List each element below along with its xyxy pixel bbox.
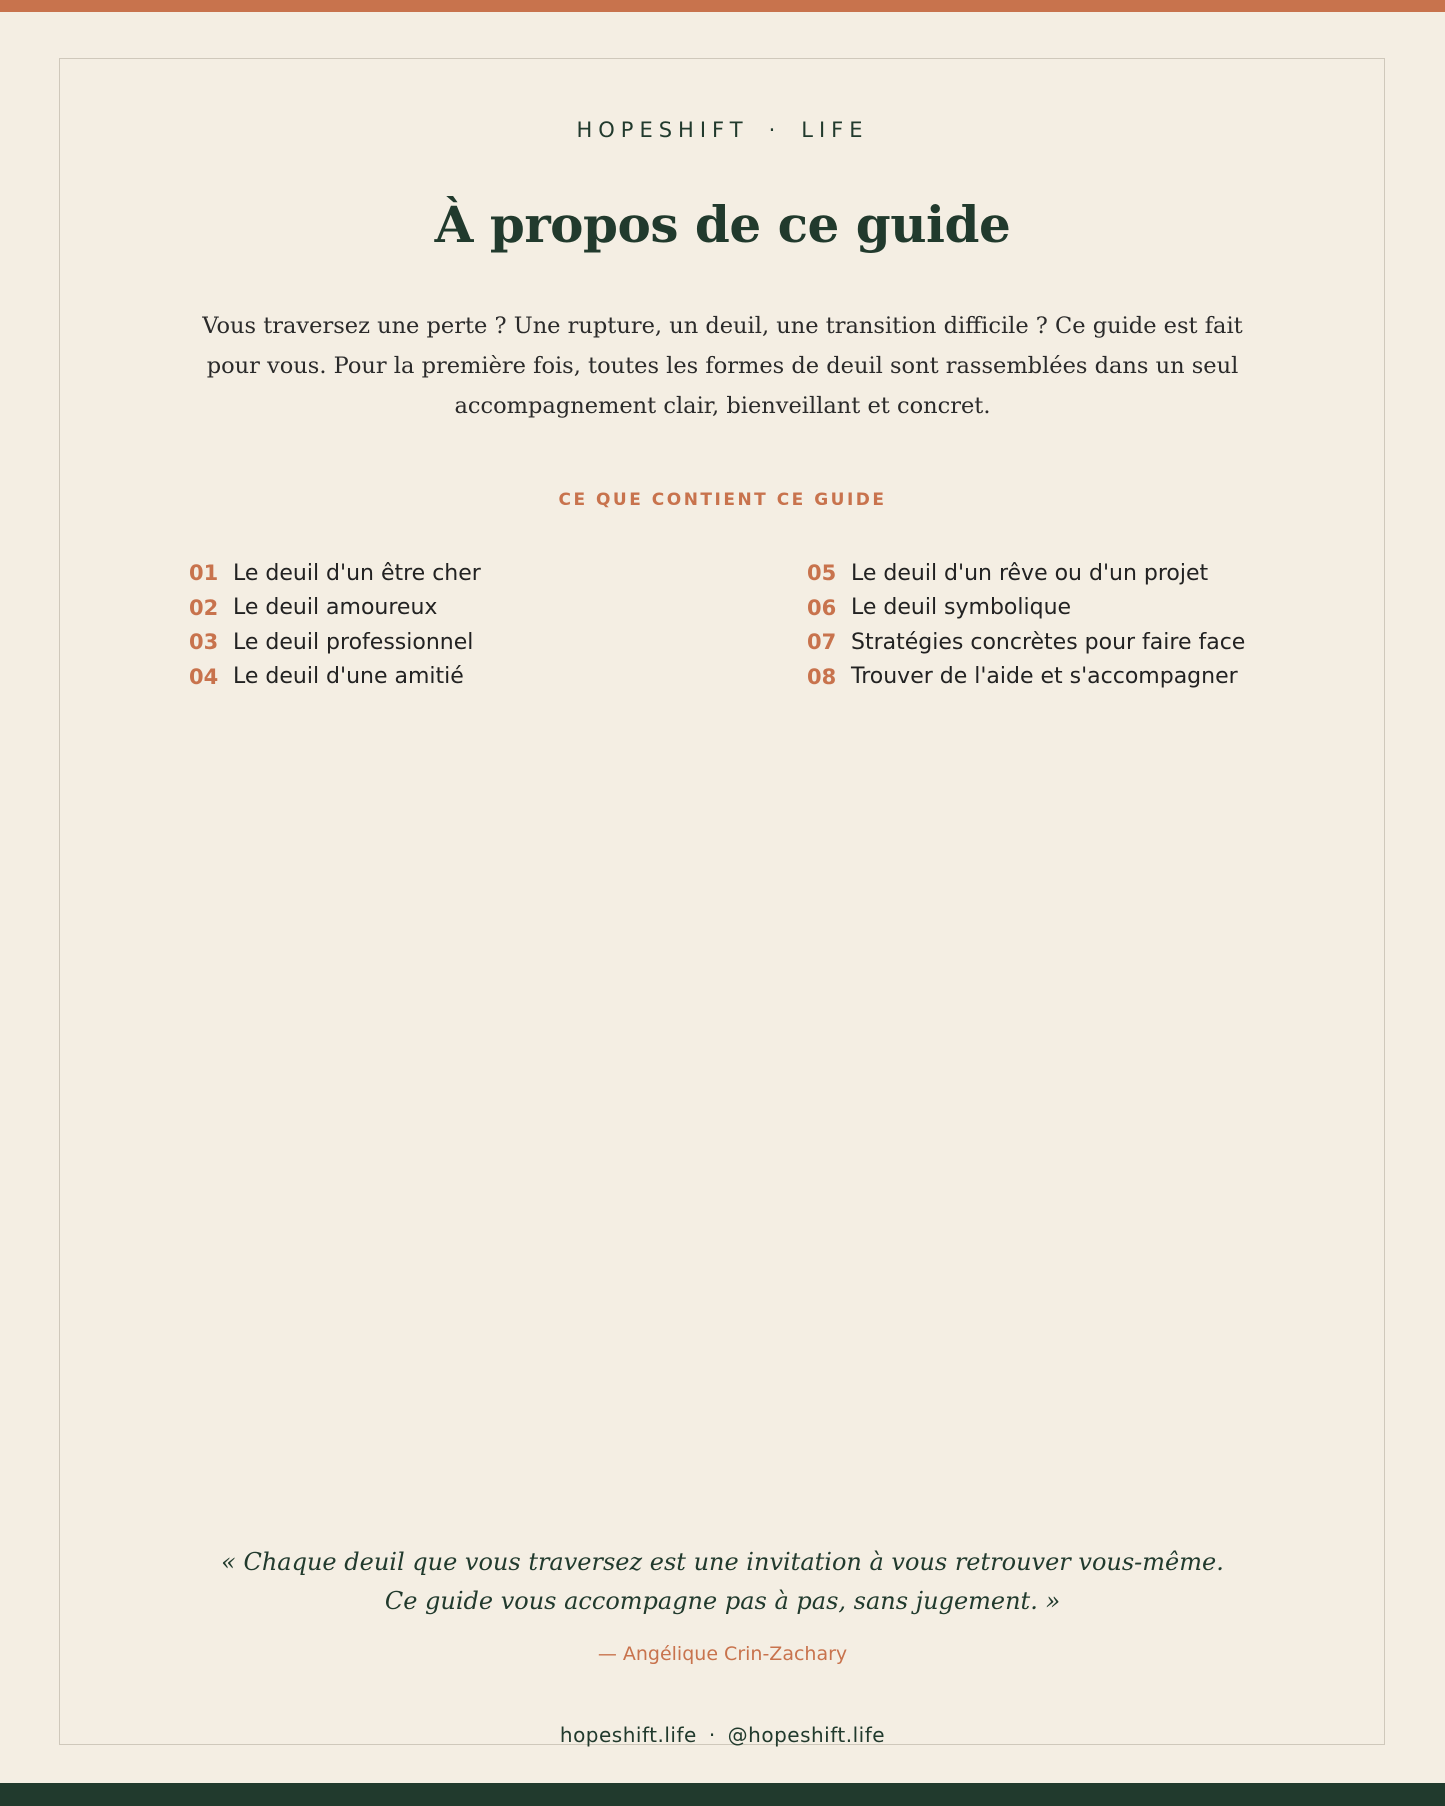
toc-label: Le deuil symbolique xyxy=(851,595,1072,621)
toc-label: Le deuil amoureux xyxy=(233,595,438,621)
brand-suffix: LIFE xyxy=(801,118,869,142)
quote-line-2: Ce guide vous accompagne pas à pas, sans jugement. » xyxy=(384,1587,1061,1615)
toc-label: Trouver de l'aide et s'accompagner xyxy=(851,664,1238,690)
toc-number: 02 xyxy=(189,595,219,620)
toc-right-column xyxy=(807,556,1245,694)
toc-number: 04 xyxy=(189,664,219,689)
toc-item-02 xyxy=(189,591,481,626)
toc-number: 03 xyxy=(189,630,219,655)
toc-item-04 xyxy=(189,660,481,695)
toc-label: Le deuil d'une amitié xyxy=(233,664,464,690)
toc-item-05 xyxy=(807,556,1245,591)
brand-separator: · xyxy=(768,118,782,142)
page-title: À propos de ce guide xyxy=(434,195,1011,254)
toc-label: Le deuil professionnel xyxy=(233,629,474,655)
toc-label: Le deuil d'un être cher xyxy=(233,560,481,586)
brand-header xyxy=(0,118,1445,142)
toc-item-01 xyxy=(189,556,481,591)
toc-item-08 xyxy=(807,660,1245,695)
footer xyxy=(0,1723,1445,1747)
toc-label: Le deuil d'un rêve ou d'un projet xyxy=(851,560,1209,586)
toc-label: Stratégies concrètes pour faire face xyxy=(851,629,1246,655)
intro-paragraph: Vous traversez une perte ? Une rupture, un deuil, une transition difficile ? Ce guide est fait pour vous. Pour la première fois, toutes les formes de deuil sont rassemblées dans un seul accompagnement clair, bienveillant et concret. xyxy=(202,313,1243,419)
footer-separator: · xyxy=(708,1723,716,1747)
toc-number: 06 xyxy=(807,595,837,620)
brand-name: HOPESHIFT xyxy=(576,118,749,142)
toc-left-column xyxy=(189,556,481,694)
toc-number: 08 xyxy=(807,664,837,689)
toc-item-07 xyxy=(807,625,1245,660)
quote-author: — Angélique Crin-Zachary xyxy=(597,1643,848,1665)
contents-heading: CE QUE CONTIENT CE GUIDE xyxy=(558,490,887,510)
toc-number: 07 xyxy=(807,630,837,655)
footer-handle: @hopeshift.life xyxy=(727,1723,886,1747)
bottom-accent-bar xyxy=(0,1783,1445,1806)
toc-item-06 xyxy=(807,591,1245,626)
toc-number: 01 xyxy=(189,561,219,586)
quote-line-1: « Chaque deuil que vous traversez est une invitation à vous retrouver vous-même. xyxy=(221,1548,1224,1576)
toc-item-03 xyxy=(189,625,481,660)
top-accent-bar xyxy=(0,0,1445,12)
toc-number: 05 xyxy=(807,561,837,586)
footer-website: hopeshift.life xyxy=(559,1723,697,1747)
pull-quote xyxy=(150,1543,1295,1621)
